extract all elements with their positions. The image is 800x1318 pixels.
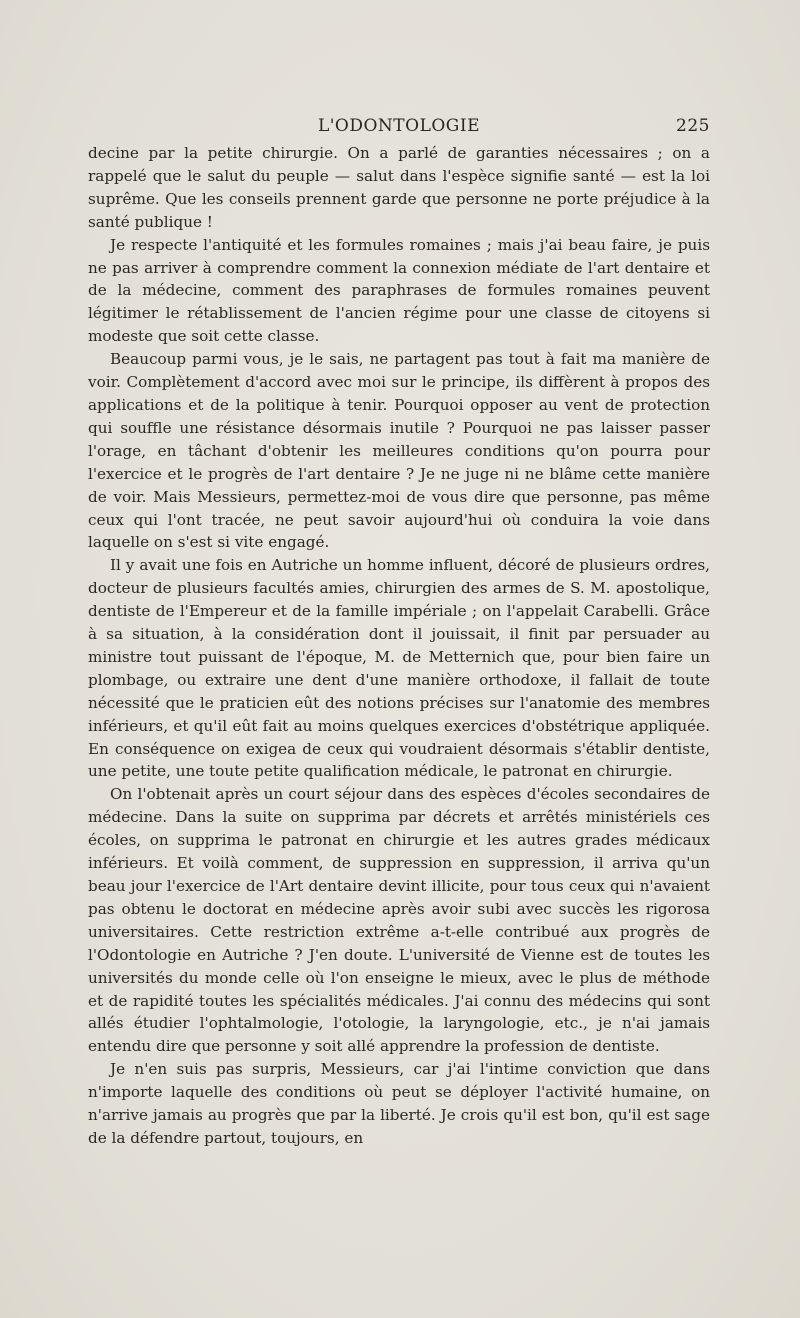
paragraph: Je respecte l'antiquité et les formules romaines ; mais j'ai beau faire, je puis ne pas arriver à comprendre comment la connexion médiate de l'art dentaire et de la médecine, comment des paraphrases de formules romaines peuvent légitimer le rétablissement de l'ancien régime pour une classe de citoyens si modeste que soit cette classe. bbox=[88, 235, 710, 346]
book-page bbox=[88, 112, 710, 1150]
paragraph: Il y avait une fois en Autriche un homme influent, décoré de plusieurs ordres, docteur de plusieurs facultés amies, chirurgien des armes de S. M. apostolique, dentiste de l'Empereur et de la famille impériale ; on l'appelait Carabelli. Grâce à sa situation, à la considération dont il jouissait, il finit par persuader au ministre tout puissant de l'époque, M. de Metternich que, pour bien faire un plombage, ou extraire une dent d'une manière orthodoxe, il fallait de toute nécessité que le praticien eût des notions précises sur l'anatomie des membres inférieurs, et qu'il eût fait au moins quelques exercices d'obstétrique appliquée. En conséquence on exigea de ceux qui voudraient désormais s'établir dentiste, une petite, une toute petite qualification médicale, le patronat en chirurgie. bbox=[88, 556, 710, 781]
running-head bbox=[88, 112, 710, 142]
running-title: L'ODONTOLOGIE bbox=[317, 116, 481, 136]
paragraph: Beaucoup parmi vous, je le sais, ne partagent pas tout à fait ma manière de voir. Complètement d'accord avec moi sur le principe, ils diffèrent à propos des applications et de la politique à tenir. Pourquoi opposer au vent de protection qui souffle une résistance désormais inutile ? Pourquoi ne pas laisser passer l'orage, en tâchant d'obtenir les meilleures conditions qu'on pourra pour l'exercice et le progrès de l'art dentaire ? Je ne juge ni ne blâme cette manière de voir. Mais Messieurs, permettez-moi de vous dire que personne, pas même ceux qui l'ont tracée, ne peut savoir aujourd'hui où conduira la voie dans laquelle on s'est si vite engagé. bbox=[88, 350, 710, 552]
body-text bbox=[88, 142, 710, 1150]
paragraph: On l'obtenait après un court séjour dans des espèces d'écoles secondaires de médecine. Dans la suite on supprima par décrets et arrêtés ministériels ces écoles, on supprima le patronat en chirurgie et les autres grades médicaux inférieurs. Et voilà comment, de suppression en suppression, il arriva qu'un beau jour l'exercice de l'Art dentaire devint illicite, pour tous ceux qui n'avaient pas obtenu le doctorat en médecine après avoir subi avec succès les rigorosa universitaires. Cette restriction extrême a-t-elle contribué aux progrès de l'Odontologie en Autriche ? J'en doute. L'université de Vienne est de toutes les universités du monde celle où l'on enseigne le mieux, avec le plus de méthode et de rapidité toutes les spécialités médicales. J'ai connu des médecins qui sont allés étudier l'ophtalmologie, l'otologie, la laryngologie, etc., je n'ai jamais entendu dire que personne y soit allé apprendre la profession de dentiste. bbox=[88, 785, 710, 1056]
page-number: 225 bbox=[676, 116, 710, 136]
paragraph: decine par la petite chirurgie. On a parlé de garanties nécessaires ; on a rappelé que le salut du peuple — salut dans l'espèce signifie santé — est la loi suprême. Que les conseils prennent garde que personne ne porte préjudice à la santé publique ! bbox=[88, 144, 710, 231]
paragraph: Je n'en suis pas surpris, Messieurs, car j'ai l'intime conviction que dans n'importe laquelle des conditions où peut se déployer l'activité humaine, on n'arrive jamais au progrès que par la liberté. Je crois qu'il est bon, qu'il est sage de la défendre partout, toujours, en bbox=[88, 1060, 710, 1147]
